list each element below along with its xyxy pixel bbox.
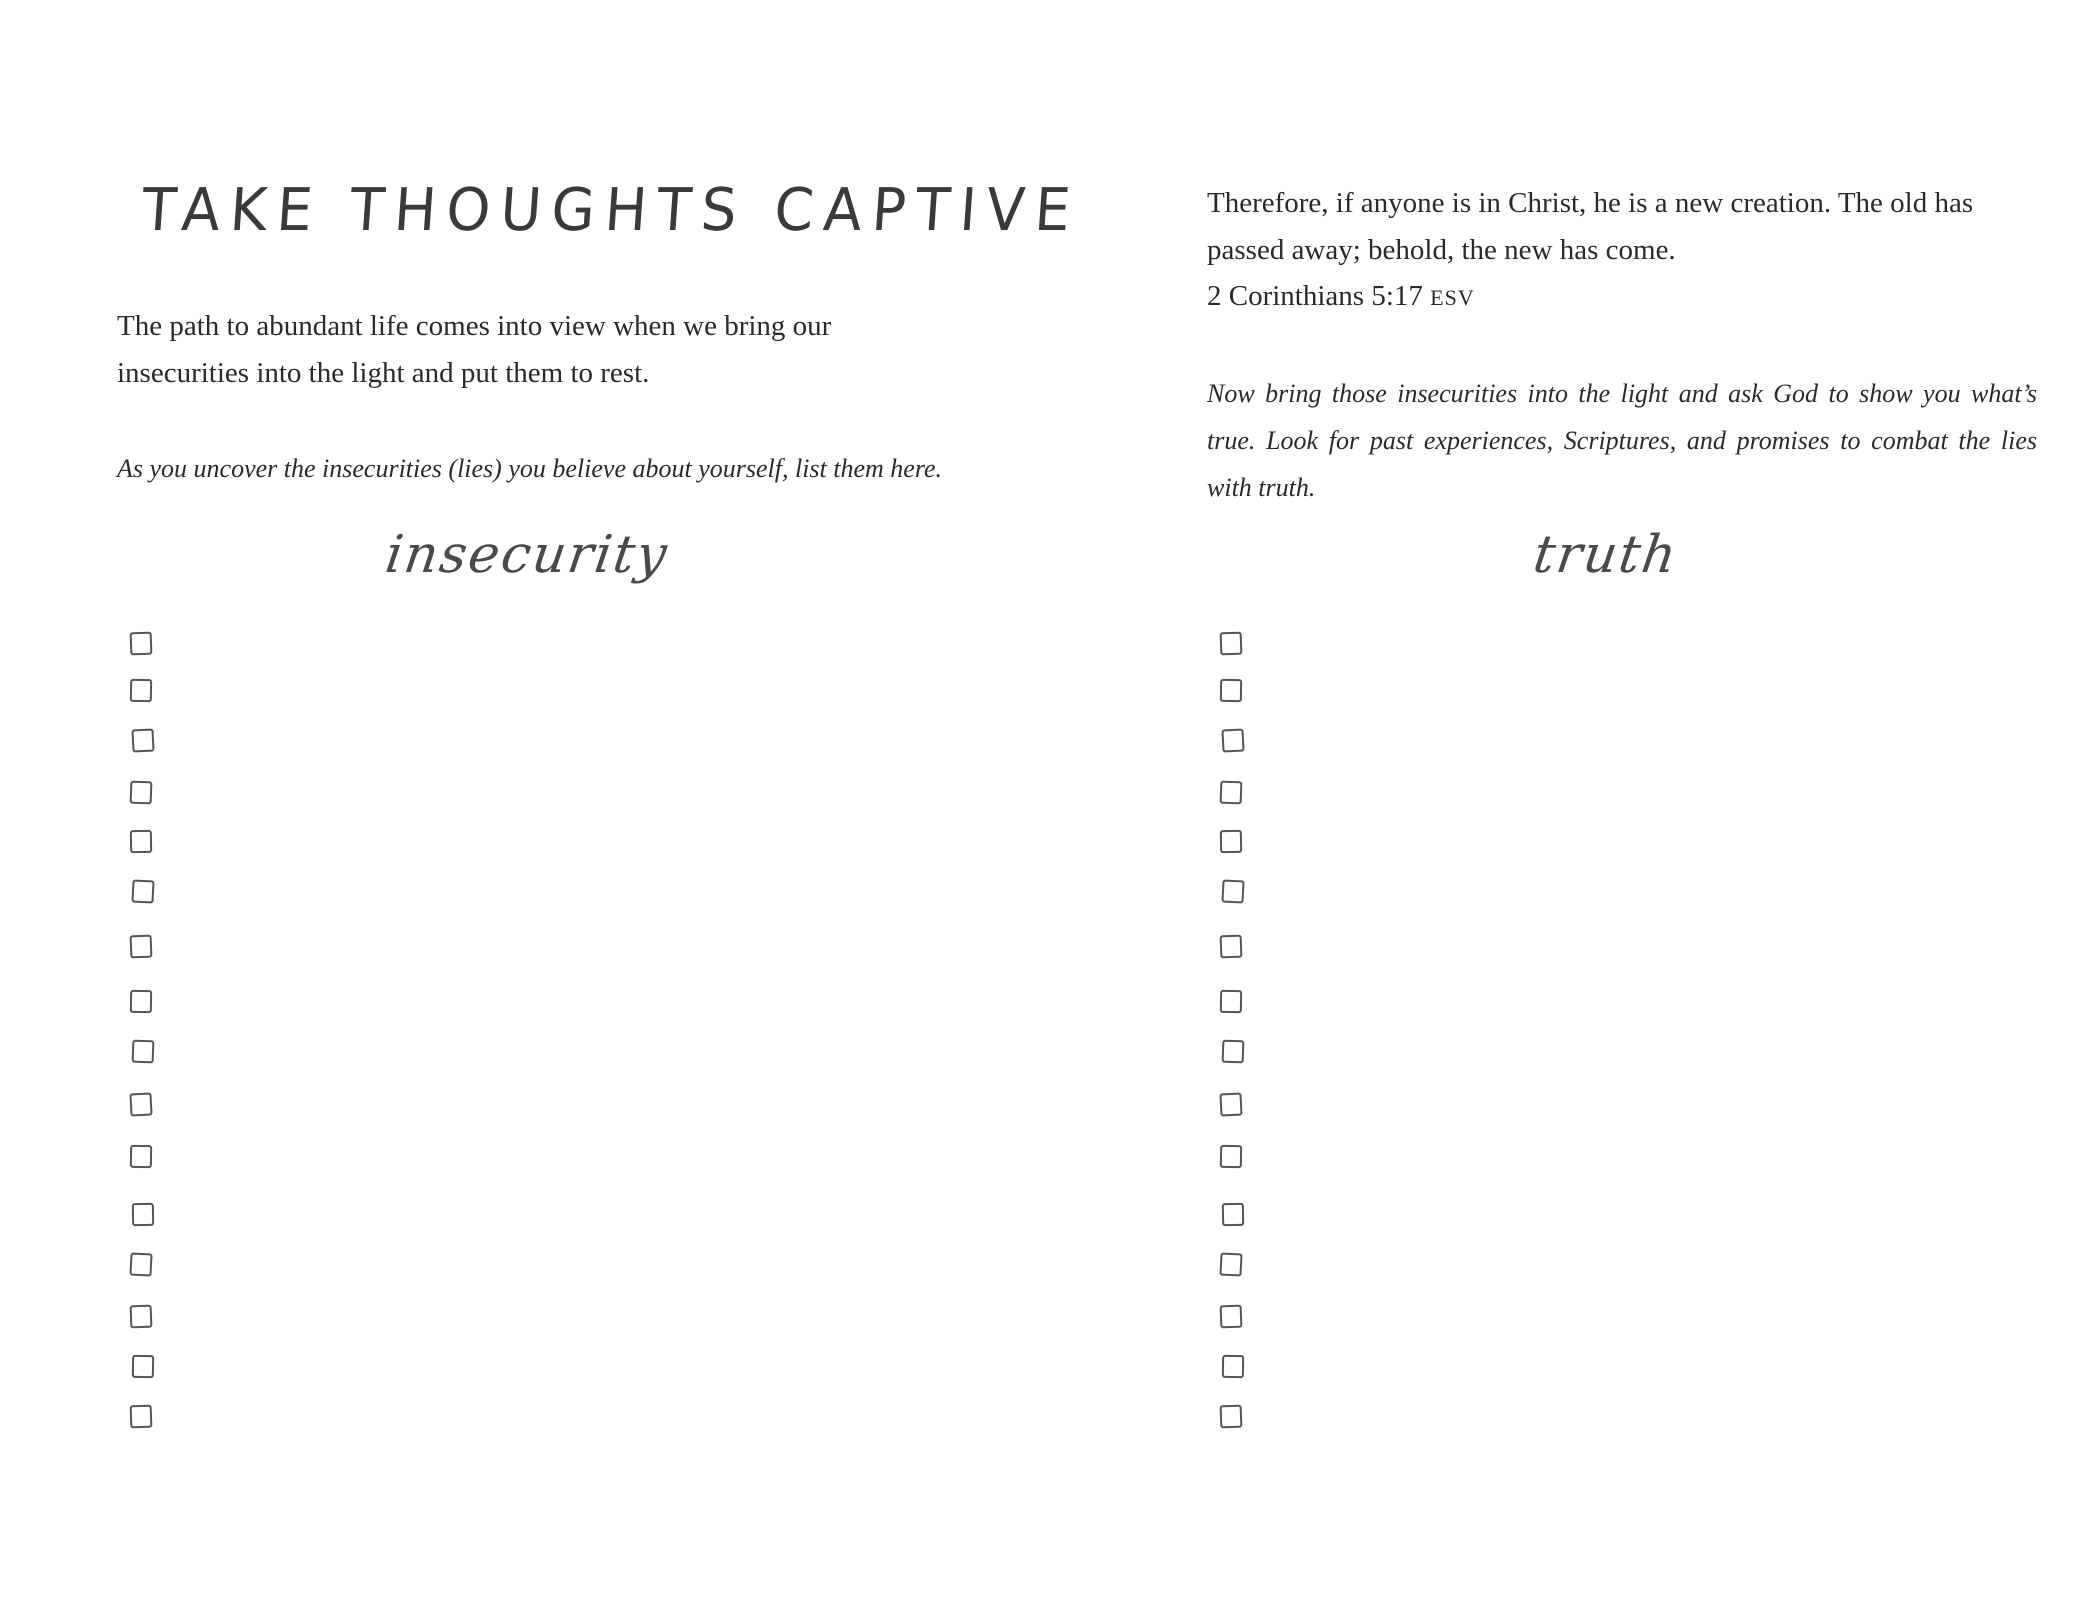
truth-checkbox[interactable] (1222, 1355, 1244, 1378)
truth-checkbox[interactable] (1221, 728, 1244, 752)
truth-checkbox[interactable] (1219, 1252, 1242, 1276)
insecurity-checkbox[interactable] (130, 632, 153, 656)
insecurity-checkbox[interactable] (129, 1252, 152, 1276)
truth-instruction: Now bring those insecurities into the light and ask God to show you what’s true. Look for past experiences, Scriptures, and promises to combat the lies with truth. (1207, 379, 2037, 502)
truth-checkbox[interactable] (1220, 1145, 1242, 1168)
insecurity-checkbox[interactable] (131, 879, 154, 903)
insecurity-checkbox[interactable] (130, 781, 153, 805)
truth-checkbox[interactable] (1221, 879, 1244, 903)
insecurity-checkbox[interactable] (130, 830, 152, 853)
insecurity-checkbox[interactable] (129, 1092, 152, 1116)
truth-checkbox[interactable] (1220, 632, 1243, 656)
truth-checkbox[interactable] (1220, 1405, 1243, 1429)
scripture-verse: Therefore, if anyone is in Christ, he is a new creation. The old has passed away; behold, the new has come. (1207, 187, 1974, 266)
insecurity-checkbox[interactable] (130, 1405, 153, 1429)
scripture-reference-text: 2 Corinthians 5:17 (1207, 280, 1423, 312)
truth-checkbox[interactable] (1222, 1040, 1245, 1064)
insecurity-checkbox[interactable] (130, 935, 153, 959)
insecurity-checklist (0, 0, 100, 1600)
page-title: TAKE THOUGHTS CAPTIVE (139, 176, 1083, 245)
truth-checklist (1050, 0, 1150, 1600)
scripture-reference (1207, 273, 1475, 321)
insecurity-checkbox[interactable] (132, 1355, 154, 1378)
truth-checkbox[interactable] (1220, 935, 1243, 959)
truth-checkbox[interactable] (1220, 990, 1242, 1013)
truth-checkbox[interactable] (1220, 1305, 1243, 1329)
scripture-translation: ESV (1430, 285, 1475, 310)
right-page (1050, 0, 2100, 1600)
insecurity-checkbox[interactable] (130, 1145, 152, 1168)
intro-paragraph: The path to abundant life comes into view when we bring our insecurities into the light and put them to rest. (117, 310, 832, 389)
insecurity-checkbox[interactable] (130, 990, 152, 1013)
truth-checkbox[interactable] (1220, 679, 1242, 702)
insecurity-checkbox[interactable] (132, 1040, 155, 1064)
insecurity-checkbox[interactable] (130, 1305, 153, 1329)
truth-checkbox[interactable] (1219, 1092, 1242, 1116)
truth-checkbox[interactable] (1222, 1203, 1244, 1226)
truth-checkbox[interactable] (1220, 781, 1243, 805)
truth-column-label: truth (1529, 525, 1682, 585)
insecurity-checkbox[interactable] (132, 1203, 154, 1226)
truth-checkbox[interactable] (1220, 830, 1242, 853)
insecurity-instruction: As you uncover the insecurities (lies) you believe about yourself, list them here. (117, 454, 943, 483)
insecurity-checkbox[interactable] (131, 728, 154, 752)
insecurity-checkbox[interactable] (130, 679, 152, 702)
insecurity-column-label: insecurity (381, 525, 673, 585)
